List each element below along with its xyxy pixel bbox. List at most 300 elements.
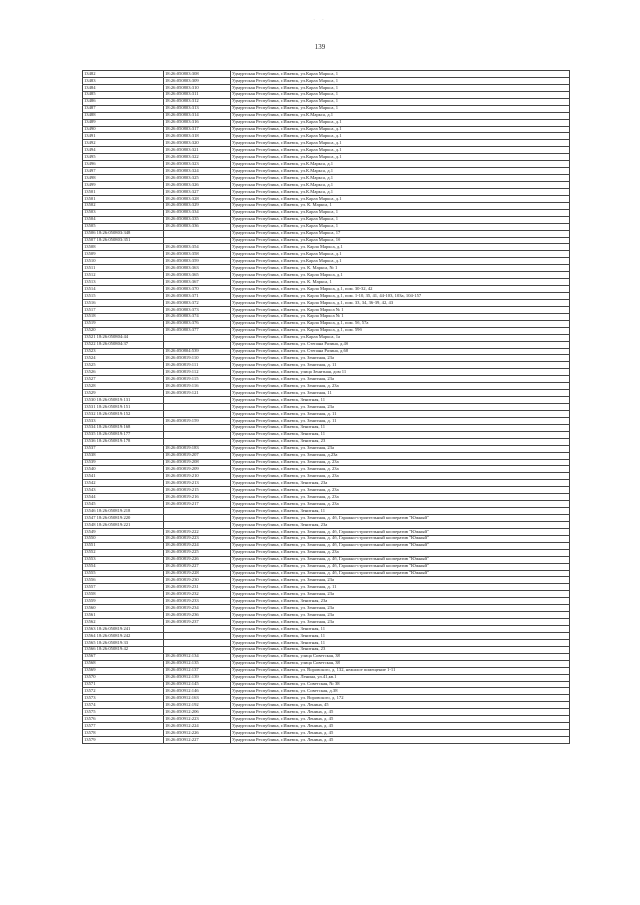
building-cadastral-number: 18:26:050912:227 — [164, 737, 231, 744]
table-row — [83, 223, 570, 230]
row-cell-number-and-parcel — [83, 528, 164, 535]
address-cell: Удмуртская Республика, г.Ижевск, ул.Карла Маркса, д.1 — [231, 258, 570, 265]
building-cadastral-number: 18:26:050803:336 — [164, 223, 231, 230]
row-number: 13567 — [84, 653, 96, 659]
building-cadastral-number: 18:26:050819:207 — [164, 452, 231, 459]
address-cell: Удмуртская Республика, г.Ижевск, ул. Карла Маркса, д.1, пом. 33, 34, 36-39, 42, 43 — [231, 299, 570, 306]
address-cell: Удмуртская Республика, г.Ижевск, ул. Зенитная, д. 23а — [231, 501, 570, 508]
row-number: 13513 — [84, 278, 96, 284]
row-number: 13572 — [84, 688, 96, 694]
row-number: 13494 — [84, 146, 96, 152]
row-cell-number-and-parcel — [83, 619, 164, 626]
table-row — [83, 84, 570, 91]
building-cadastral-number: 18:26:050804:539 — [164, 348, 231, 355]
table-row — [83, 417, 570, 424]
row-cell-number-and-parcel — [83, 161, 164, 168]
building-cadastral-number: 18:26:050912:134 — [164, 653, 231, 660]
row-number: 13517 — [84, 306, 96, 312]
address-cell: Удмуртская Республика, г.Ижевск, ул.Карла Маркса, 1б — [231, 237, 570, 244]
table-row — [83, 681, 570, 688]
row-number: 13543 — [84, 486, 96, 492]
address-cell: Удмуртская Республика, г.Ижевск, ул. Зенитная, 11 — [231, 390, 570, 397]
building-cadastral-number: 18:26:050912:226 — [164, 730, 231, 737]
table-row — [83, 556, 570, 563]
building-cadastral-number: 18:26:050819:230 — [164, 577, 231, 584]
row-number: 13512 — [84, 271, 96, 277]
address-cell: Удмуртская Республика, г.Ижевск, Зенитная, 11 — [231, 397, 570, 404]
row-cell-number-and-parcel — [83, 563, 164, 570]
address-cell: Удмуртская Республика, г.Ижевск, ул. Ленина, д. 45 — [231, 730, 570, 737]
address-cell: Удмуртская Республика, г.Ижевск, ул.К.Маркса, д.1 — [231, 182, 570, 189]
table-row — [83, 91, 570, 98]
row-cell-number-and-parcel — [83, 695, 164, 702]
building-cadastral-number: 18:26:050819:183 — [164, 445, 231, 452]
table-row — [83, 293, 570, 300]
row-number: 13565 — [84, 639, 96, 645]
table-row — [83, 480, 570, 487]
row-number: 13568 — [84, 660, 96, 666]
row-number: 13521 — [84, 334, 96, 340]
building-cadastral-number — [164, 334, 231, 341]
address-cell: Удмуртская Республика, г.Ижевск, ул.Карла Маркса, 1 — [231, 77, 570, 84]
address-cell: Удмуртская Республика, г.Ижевск, ул. Зенитная, 23а — [231, 376, 570, 383]
table-row — [83, 528, 570, 535]
row-cell-number-and-parcel — [83, 410, 164, 417]
row-number: 13558 — [84, 590, 96, 596]
row-number: 13530 — [84, 396, 96, 402]
table-row — [83, 431, 570, 438]
row-cell-number-and-parcel — [83, 584, 164, 591]
row-cell-number-and-parcel — [83, 660, 164, 667]
table-row — [83, 390, 570, 397]
address-cell: Удмуртская Республика, г.Ижевск, ул.К.Маркса, д.1 — [231, 161, 570, 168]
address-cell: Удмуртская Республика, г.Ижевск, ул. Ленина, д. 45 — [231, 737, 570, 744]
row-number: 13531 — [84, 403, 96, 409]
address-cell: Удмуртская Республика, г.Ижевск, ул.Карла Маркса, д.1 — [231, 119, 570, 126]
row-cell-number-and-parcel — [83, 306, 164, 313]
row-number: 13559 — [84, 597, 96, 603]
address-cell: Удмуртская Республика, г.Ижевск, ул. Зенитная, д. 4б, Гаражно-строительный кооператив "Южный" — [231, 556, 570, 563]
address-cell: Удмуртская Республика, г.Ижевск, ул. Карла Маркса, д.1, пом. 30-32, 42 — [231, 286, 570, 293]
row-cell-number-and-parcel — [83, 535, 164, 542]
row-cell-number-and-parcel — [83, 397, 164, 404]
row-number: 13504 — [84, 216, 96, 222]
address-cell: Удмуртская Республика, г.Ижевск, ул.Карла Маркса, 1 — [231, 105, 570, 112]
building-cadastral-number: 18:26:050803:365 — [164, 272, 231, 279]
address-cell: Удмуртская Республика, г.Ижевск, улица Советская, 38 — [231, 653, 570, 660]
table-row — [83, 299, 570, 306]
address-cell: Удмуртская Республика, г.Ижевск, ул.Карла Маркса, 1 — [231, 223, 570, 230]
table-row — [83, 195, 570, 202]
building-cadastral-number: 18:26:050803:372 — [164, 299, 231, 306]
address-cell: Удмуртская Республика, г.Ижевск, ул. Зенитная, д. 4б, Гаражно-строительный кооператив "Южный" — [231, 515, 570, 522]
row-number: 13498 — [84, 174, 96, 180]
row-cell-number-and-parcel — [83, 154, 164, 161]
row-number: 13551 — [84, 542, 96, 548]
building-cadastral-number: 18:26:050803:323 — [164, 161, 231, 168]
building-cadastral-number: 18:26:050819:159 — [164, 417, 231, 424]
table-row — [83, 723, 570, 730]
table-row — [83, 473, 570, 480]
row-cell-number-and-parcel — [83, 299, 164, 306]
table-row — [83, 459, 570, 466]
row-number: 13537 — [84, 445, 96, 451]
row-cell-number-and-parcel — [83, 383, 164, 390]
address-cell: Удмуртская Республика, г.Ижевск, Зенитная, 23 — [231, 646, 570, 653]
table-row — [83, 168, 570, 175]
table-row — [83, 140, 570, 147]
row-cell-number-and-parcel — [83, 272, 164, 279]
row-cell-number-and-parcel — [83, 494, 164, 501]
row-cell-number-and-parcel — [83, 639, 164, 646]
row-number: 13508 — [84, 244, 96, 250]
row-cell-number-and-parcel — [83, 681, 164, 688]
address-cell: Удмуртская Республика, г.Ижевск, ул. Зенитная, д. 4б, Гаражно-строительный кооператив "Южный" — [231, 563, 570, 570]
scan-marks: · · — [313, 18, 327, 23]
row-number: 13576 — [84, 715, 96, 721]
row-number: 13496 — [84, 160, 96, 166]
address-cell: Удмуртская Республика, г.Ижевск, ул. Карла Маркса, д.1, пом. 1-10, 35, 41, 44-103, 103а, 104-157 — [231, 293, 570, 300]
row-number: 13577 — [84, 722, 96, 728]
parcel-cadastral-number: 18:26:050819:131 — [96, 396, 131, 402]
building-cadastral-number: 18:26:050803:326 — [164, 182, 231, 189]
address-cell: Удмуртская Республика, г.Ижевск, ул.Карла Маркса, 1 — [231, 209, 570, 216]
page-number: 139 — [314, 43, 326, 51]
address-cell: Удмуртская Республика, г.Ижевск, ул. Зенитная, д. 4б, Гаражно-строительный кооператив "Южный" — [231, 542, 570, 549]
table-row — [83, 709, 570, 716]
building-cadastral-number: 18:26:050819:228 — [164, 570, 231, 577]
row-cell-number-and-parcel — [83, 223, 164, 230]
building-cadastral-number: 18:26:050819:225 — [164, 549, 231, 556]
table-row — [83, 98, 570, 105]
address-cell: Удмуртская Республика, г.Ижевск, ул. Степана Разина, д.60 — [231, 348, 570, 355]
table-row — [83, 452, 570, 459]
row-number: 13510 — [84, 257, 96, 263]
building-cadastral-number: 18:26:050803:317 — [164, 126, 231, 133]
row-number: 13542 — [84, 479, 96, 485]
row-cell-number-and-parcel — [83, 459, 164, 466]
address-cell: Удмуртская Республика, г.Ижевск, Ленина, ул.41,кв.1 — [231, 674, 570, 681]
row-number: 13503 — [84, 209, 96, 215]
row-cell-number-and-parcel — [83, 230, 164, 237]
table-row — [83, 438, 570, 445]
row-cell-number-and-parcel — [83, 431, 164, 438]
building-cadastral-number: 18:26:050819:233 — [164, 598, 231, 605]
building-cadastral-number — [164, 521, 231, 528]
building-cadastral-number: 18:26:050819:208 — [164, 459, 231, 466]
row-cell-number-and-parcel — [83, 175, 164, 182]
address-cell: Удмуртская Республика, г.Ижевск, Зенитная, 23а — [231, 598, 570, 605]
building-cadastral-number: 18:26:050803:371 — [164, 293, 231, 300]
table-row — [83, 549, 570, 556]
row-number: 13511 — [84, 264, 96, 270]
row-number: 13519 — [84, 320, 96, 326]
table-row — [83, 619, 570, 626]
table-row — [83, 584, 570, 591]
row-number: 13501 — [84, 188, 96, 194]
table-row — [83, 404, 570, 411]
row-number: 13495 — [84, 153, 96, 159]
table-row — [83, 487, 570, 494]
building-cadastral-number: 18:26:050819:231 — [164, 584, 231, 591]
building-cadastral-number — [164, 626, 231, 633]
row-number: 13509 — [84, 251, 96, 257]
row-cell-number-and-parcel — [83, 452, 164, 459]
table-row — [83, 348, 570, 355]
building-cadastral-number: 18:26:050803:335 — [164, 216, 231, 223]
row-cell-number-and-parcel — [83, 473, 164, 480]
row-cell-number-and-parcel — [83, 168, 164, 175]
row-cell-number-and-parcel — [83, 466, 164, 473]
address-cell: Удмуртская Республика, г.Ижевск, ул.К.Маркса, д.1 — [231, 175, 570, 182]
address-cell: Удмуртская Республика, г.Ижевск, ул. Карла Маркса, д.1, пом. 5б, 57а — [231, 320, 570, 327]
building-cadastral-number: 18:26:050819:217 — [164, 501, 231, 508]
address-cell: Удмуртская Республика, г.Ижевск, ул.Карла Маркса, 1 — [231, 98, 570, 105]
row-number: 13578 — [84, 729, 96, 735]
table-row — [83, 320, 570, 327]
row-number: 13564 — [84, 632, 96, 638]
table-row — [83, 639, 570, 646]
table-row — [83, 626, 570, 633]
row-cell-number-and-parcel — [83, 716, 164, 723]
table-row — [83, 112, 570, 119]
table-row — [83, 501, 570, 508]
building-cadastral-number — [164, 515, 231, 522]
building-cadastral-number: 18:26:050819:222 — [164, 528, 231, 535]
table-row — [83, 126, 570, 133]
address-cell: Удмуртская Республика, г.Ижевск, ул. Воровского, д. 132, нежилое помещение 1-11 — [231, 667, 570, 674]
table-row — [83, 383, 570, 390]
address-cell: Удмуртская Республика, г.Ижевск, ул.Карла Маркса, д.1 — [231, 251, 570, 258]
address-cell: Удмуртская Республика, г.Ижевск, ул.Карла Маркса, д.1 — [231, 154, 570, 161]
building-cadastral-number: 18:26:050803:367 — [164, 279, 231, 286]
table-row — [83, 577, 570, 584]
row-number: 13483 — [84, 77, 96, 83]
row-cell-number-and-parcel — [83, 508, 164, 515]
table-row — [83, 410, 570, 417]
table-row — [83, 605, 570, 612]
registry-table — [82, 70, 570, 744]
building-cadastral-number — [164, 632, 231, 639]
table-row — [83, 688, 570, 695]
address-cell: Удмуртская Республика, г.Ижевск, ул.Карла Маркса, д.1 — [231, 147, 570, 154]
building-cadastral-number: 18:26:050912:206 — [164, 709, 231, 716]
address-cell: Удмуртская Республика, г.Ижевск, ул.К.Маркса, д.1 — [231, 188, 570, 195]
address-cell: Удмуртская Республика, г.Ижевск, ул.К.Маркса, д.1 — [231, 168, 570, 175]
building-cadastral-number: 18:26:050819:226 — [164, 556, 231, 563]
building-cadastral-number — [164, 397, 231, 404]
row-cell-number-and-parcel — [83, 91, 164, 98]
address-cell: Удмуртская Республика, г.Ижевск, ул. Зенитная, д.23а — [231, 452, 570, 459]
parcel-cadastral-number: 18:26:050819:42 — [96, 646, 129, 652]
row-number: 13484 — [84, 84, 96, 90]
row-cell-number-and-parcel — [83, 327, 164, 334]
parcel-cadastral-number: 18:26:050819:168 — [96, 424, 131, 430]
table-row — [83, 341, 570, 348]
address-cell: Удмуртская Республика, г.Ижевск, ул. Воровского, д. 172 — [231, 695, 570, 702]
row-cell-number-and-parcel — [83, 626, 164, 633]
building-cadastral-number: 18:26:050803:358 — [164, 251, 231, 258]
address-cell: Удмуртская Республика, г.Ижевск, ул. Зенитная, д. 11 — [231, 584, 570, 591]
table-row — [83, 702, 570, 709]
table-row — [83, 272, 570, 279]
row-cell-number-and-parcel — [83, 293, 164, 300]
row-cell-number-and-parcel — [83, 112, 164, 119]
table-row — [83, 494, 570, 501]
address-cell: Удмуртская Республика, г.Ижевск, ул. Зенитная, 23а — [231, 605, 570, 612]
address-cell: Удмуртская Республика, г.Ижевск, ул. Степана Разина, д.4б — [231, 341, 570, 348]
address-cell: Удмуртская Республика, г.Ижевск, ул. Зенитная, д. 23а — [231, 466, 570, 473]
building-cadastral-number: 18:26:050819:210 — [164, 473, 231, 480]
row-number: 13562 — [84, 618, 96, 624]
building-cadastral-number — [164, 438, 231, 445]
address-cell: Удмуртская Республика, г.Ижевск, ул. Советская, № 38 — [231, 681, 570, 688]
row-number: 13489 — [84, 119, 96, 125]
row-cell-number-and-parcel — [83, 646, 164, 653]
row-number: 13488 — [84, 112, 96, 118]
row-cell-number-and-parcel — [83, 119, 164, 126]
building-cadastral-number: 18:26:050819:209 — [164, 466, 231, 473]
address-cell: Удмуртская Республика, г.Ижевск, ул. Зенитная, 23а — [231, 612, 570, 619]
row-cell-number-and-parcel — [83, 348, 164, 355]
parcel-cadastral-number: 18:26:050819:221 — [96, 521, 131, 527]
row-cell-number-and-parcel — [83, 320, 164, 327]
table-row — [83, 674, 570, 681]
row-cell-number-and-parcel — [83, 709, 164, 716]
address-cell: Удмуртская Республика, г.Ижевск, ул. Зенитная, 23а — [231, 355, 570, 362]
row-number: 13527 — [84, 375, 96, 381]
building-cadastral-number: 18:26:050803:321 — [164, 147, 231, 154]
row-number: 13539 — [84, 459, 96, 465]
building-cadastral-number: 18:26:050819:213 — [164, 480, 231, 487]
building-cadastral-number: 18:26:050803:376 — [164, 320, 231, 327]
building-cadastral-number — [164, 424, 231, 431]
table-row — [83, 612, 570, 619]
row-number: 13491 — [84, 133, 96, 139]
row-number: 13490 — [84, 126, 96, 132]
table-row — [83, 216, 570, 223]
row-cell-number-and-parcel — [83, 417, 164, 424]
row-cell-number-and-parcel — [83, 730, 164, 737]
building-cadastral-number: 18:26:050803:312 — [164, 98, 231, 105]
table-row — [83, 77, 570, 84]
row-cell-number-and-parcel — [83, 84, 164, 91]
building-cadastral-number: 18:26:050803:370 — [164, 286, 231, 293]
row-cell-number-and-parcel — [83, 237, 164, 244]
building-cadastral-number: 18:26:050819:232 — [164, 591, 231, 598]
table-row — [83, 202, 570, 209]
row-cell-number-and-parcel — [83, 362, 164, 369]
building-cadastral-number: 18:26:050803:325 — [164, 175, 231, 182]
row-cell-number-and-parcel — [83, 244, 164, 251]
building-cadastral-number: 18:26:050803:320 — [164, 140, 231, 147]
table-row — [83, 521, 570, 528]
row-number: 13547 — [84, 514, 96, 520]
building-cadastral-number: 18:26:050803:373 — [164, 306, 231, 313]
row-cell-number-and-parcel — [83, 209, 164, 216]
address-cell: Удмуртская Республика, г.Ижевск, ул. Карла Маркса, д.1 — [231, 244, 570, 251]
building-cadastral-number: 18:26:050819:236 — [164, 612, 231, 619]
table-row — [83, 355, 570, 362]
row-number: 13516 — [84, 299, 96, 305]
building-cadastral-number: 18:26:050819:215 — [164, 487, 231, 494]
row-cell-number-and-parcel — [83, 487, 164, 494]
row-number: 13548 — [84, 521, 96, 527]
address-cell: Удмуртская Республика, г.Ижевск, ул. К. Маркса, 1 — [231, 279, 570, 286]
building-cadastral-number: 18:26:050803:309 — [164, 77, 231, 84]
row-cell-number-and-parcel — [83, 632, 164, 639]
building-cadastral-number — [164, 410, 231, 417]
row-number: 13540 — [84, 466, 96, 472]
row-cell-number-and-parcel — [83, 182, 164, 189]
table-row — [83, 515, 570, 522]
building-cadastral-number: 18:26:050912:163 — [164, 695, 231, 702]
parcel-cadastral-number: 18:26:050819:241 — [96, 625, 131, 631]
row-cell-number-and-parcel — [83, 605, 164, 612]
row-number: 13499 — [84, 181, 96, 187]
row-number: 13554 — [84, 563, 96, 569]
building-cadastral-number — [164, 639, 231, 646]
address-cell: Удмуртская Республика, г.Ижевск, ул. Зенитная, д. 23а — [231, 549, 570, 556]
row-cell-number-and-parcel — [83, 188, 164, 195]
row-cell-number-and-parcel — [83, 556, 164, 563]
address-cell: Удмуртская Республика, г.Ижевск, ул. Зенитная, д. 23а — [231, 473, 570, 480]
address-cell: Удмуртская Республика, г.Ижевск, ул. Зенитная, д. 23а — [231, 487, 570, 494]
row-number: 13541 — [84, 473, 96, 479]
table-row — [83, 542, 570, 549]
row-cell-number-and-parcel — [83, 334, 164, 341]
row-number: 13561 — [84, 611, 96, 617]
building-cadastral-number: 18:26:050803:322 — [164, 154, 231, 161]
row-number: 13487 — [84, 105, 96, 111]
table-row — [83, 105, 570, 112]
row-number: 13571 — [84, 681, 96, 687]
row-number: 13520 — [84, 327, 96, 333]
address-cell: Удмуртская Республика, г.Ижевск, ул. Зенитная, 23а — [231, 404, 570, 411]
address-cell: Удмуртская Республика, г.Ижевск, ул.Карла Маркса, д.1 — [231, 195, 570, 202]
building-cadastral-number: 18:26:050803:359 — [164, 258, 231, 265]
row-cell-number-and-parcel — [83, 279, 164, 286]
row-number: 13482 — [84, 70, 96, 76]
address-cell: Удмуртская Республика, г.Ижевск, ул.Карла Маркса, д.1 — [231, 140, 570, 147]
building-cadastral-number: 18:26:050912:137 — [164, 667, 231, 674]
building-cadastral-number: 18:26:050912:146 — [164, 688, 231, 695]
row-number: 13570 — [84, 674, 96, 680]
building-cadastral-number — [164, 230, 231, 237]
building-cadastral-number: 18:26:050912:145 — [164, 681, 231, 688]
row-cell-number-and-parcel — [83, 577, 164, 584]
row-cell-number-and-parcel — [83, 702, 164, 709]
table-row — [83, 133, 570, 140]
row-number: 13523 — [84, 348, 96, 354]
building-cadastral-number: 18:26:050803:354 — [164, 244, 231, 251]
building-cadastral-number: 18:26:050803:329 — [164, 202, 231, 209]
row-number: 13566 — [84, 646, 96, 652]
address-cell: Удмуртская Республика, г.Ижевск, Зенитная, 11 — [231, 626, 570, 633]
row-number: 13544 — [84, 493, 96, 499]
building-cadastral-number — [164, 404, 231, 411]
row-cell-number-and-parcel — [83, 390, 164, 397]
row-cell-number-and-parcel — [83, 313, 164, 320]
table-row — [83, 667, 570, 674]
table-row — [83, 646, 570, 653]
row-cell-number-and-parcel — [83, 480, 164, 487]
building-cadastral-number — [164, 508, 231, 515]
table-row — [83, 188, 570, 195]
row-cell-number-and-parcel — [83, 133, 164, 140]
row-number: 13522 — [84, 341, 96, 347]
address-cell: Удмуртская Республика, г.Ижевск, ул. Ленина, д. 45 — [231, 716, 570, 723]
